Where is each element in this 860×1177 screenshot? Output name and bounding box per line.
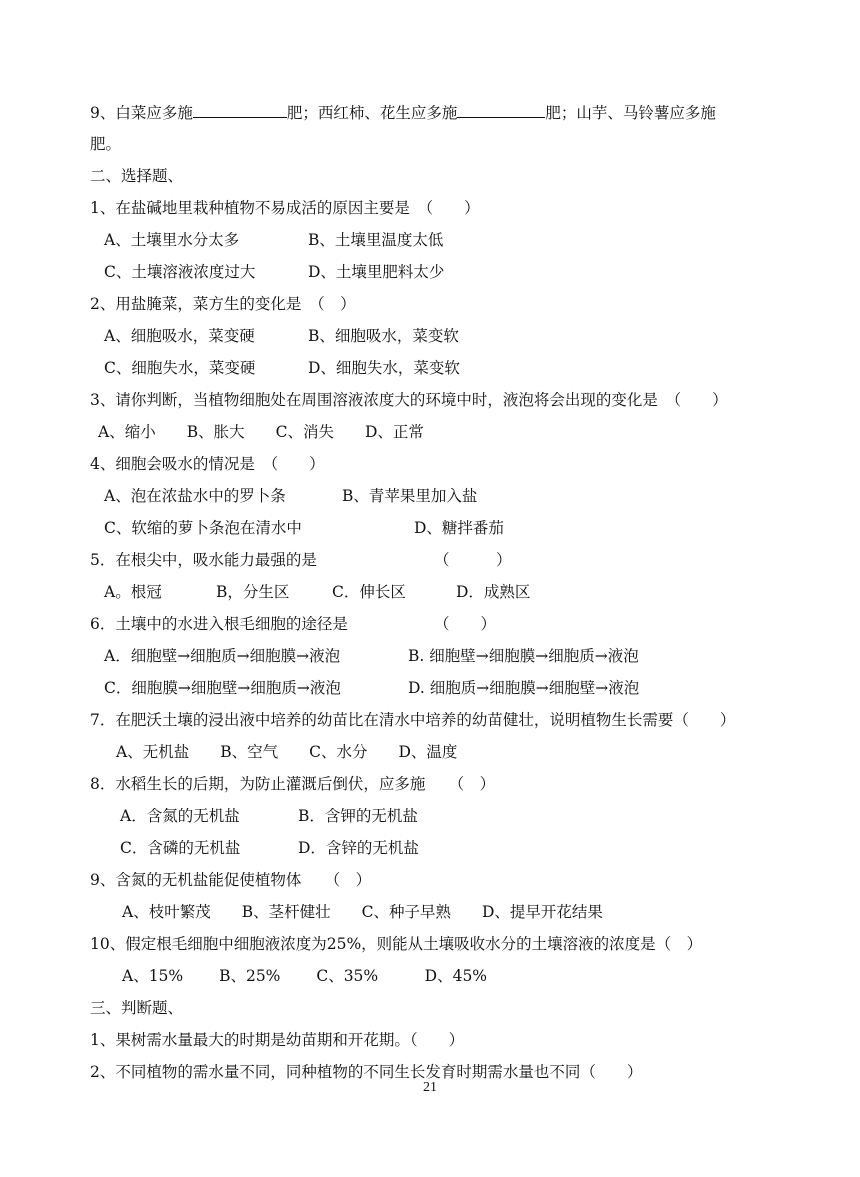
answer-parentheses[interactable]: （ ）: [434, 551, 512, 569]
option-b: B、青苹果里加入盐: [342, 487, 478, 505]
option-a: A、泡在浓盐水中的罗卜条: [104, 487, 286, 505]
option-b: B. 细胞壁→细胞膜→细胞质→液泡: [408, 647, 639, 665]
option-a: A．含氮的无机盐: [120, 807, 240, 825]
question-text: 2、用盐腌菜，菜方生的变化是 （ ）: [90, 295, 356, 313]
section-title: 三、判断题、: [90, 999, 184, 1017]
question-text: 6．土壤中的水进入根毛细胞的途径是: [90, 615, 348, 633]
option-b: B，分生区: [216, 583, 290, 601]
answer-blank[interactable]: [457, 102, 545, 118]
question-text: 1、在盐碱地里栽种植物不易成活的原因主要是 （ ）: [90, 199, 480, 217]
option-a: A．细胞壁→细胞质→细胞膜→液泡: [104, 647, 341, 665]
true-false-question: 2、不同植物的需水量不同，同种植物的不同生长发育时期需水量也不同（ ）: [90, 1063, 643, 1081]
option-c: C．伸长区: [332, 583, 406, 601]
fill-blank-question-9: [90, 102, 716, 123]
answer-blank[interactable]: [193, 102, 287, 118]
question-text: 7．在肥沃土壤的浸出液中培养的幼苗比在清水中培养的幼苗健壮，说明植物生长需要（ ）: [90, 711, 736, 729]
option-a: A。根冠: [104, 583, 162, 601]
option-d: D．成熟区: [456, 583, 531, 601]
section-title: 二、选择题、: [90, 167, 184, 185]
option-d: D、糖拌番茄: [414, 519, 504, 537]
true-false-question: 1、果树需水量最大的时期是幼苗期和开花期。（ ）: [90, 1031, 465, 1049]
option-a: A、细胞吸水，菜变硬: [104, 327, 255, 345]
fill-blank-text: 9、白菜应多施: [90, 104, 193, 122]
options-row: A、缩小 B、胀大 C、消失 D、正常: [98, 423, 424, 441]
question-text: 8．水稻生长的后期，为防止灌溉后倒伏，应多施 （ ）: [90, 775, 496, 793]
question-text: 10、假定根毛细胞中细胞液浓度为25%，则能从土壤吸收水分的土壤溶液的浓度是（ ）: [90, 935, 703, 953]
option-c: C、土壤溶液浓度过大: [104, 263, 256, 281]
option-c: C．含磷的无机盐: [120, 839, 241, 857]
fill-blank-text: 肥；山芋、马铃薯应多施: [545, 104, 716, 122]
option-d: D、细胞失水，菜变软: [308, 359, 460, 377]
question-text: 5．在根尖中，吸水能力最强的是: [90, 551, 317, 569]
options-row: A、枝叶繁茂 B、茎杆健壮 C、种子早熟 D、提早开花结果: [122, 903, 603, 921]
option-d: D. 细胞质→细胞膜→细胞壁→液泡: [408, 679, 640, 697]
fill-blank-continuation: 肥。: [90, 135, 122, 153]
answer-parentheses[interactable]: （ ）: [434, 615, 497, 633]
question-text: 3、请你判断，当植物细胞处在周围溶液浓度大的环境中时，液泡将会出现的变化是 （ ）: [90, 391, 728, 409]
page-number: 21: [423, 1080, 437, 1095]
option-a: A、土壤里水分太多: [104, 231, 240, 249]
option-b: B．含钾的无机盐: [298, 807, 418, 825]
option-b: B、土壤里温度太低: [308, 231, 444, 249]
options-row: A、15% B、25% C、35% D、45%: [122, 967, 488, 985]
option-c: C．细胞膜→细胞壁→细胞质→液泡: [104, 679, 341, 697]
question-text: 9、含氮的无机盐能促使植物体 （ ）: [90, 871, 372, 889]
options-row: A、无机盐 B、空气 C、水分 D、温度: [116, 743, 458, 761]
question-text: 4、细胞会吸水的情况是 （ ）: [90, 455, 325, 473]
option-d: D．含锌的无机盐: [298, 839, 419, 857]
option-c: C、细胞失水，菜变硬: [104, 359, 256, 377]
fill-blank-text: 肥；西红柿、花生应多施: [286, 104, 458, 122]
option-b: B、细胞吸水，菜变软: [308, 327, 459, 345]
option-c: C、软缩的萝卜条泡在清水中: [104, 519, 302, 537]
option-d: D、土壤里肥料太少: [308, 263, 445, 281]
